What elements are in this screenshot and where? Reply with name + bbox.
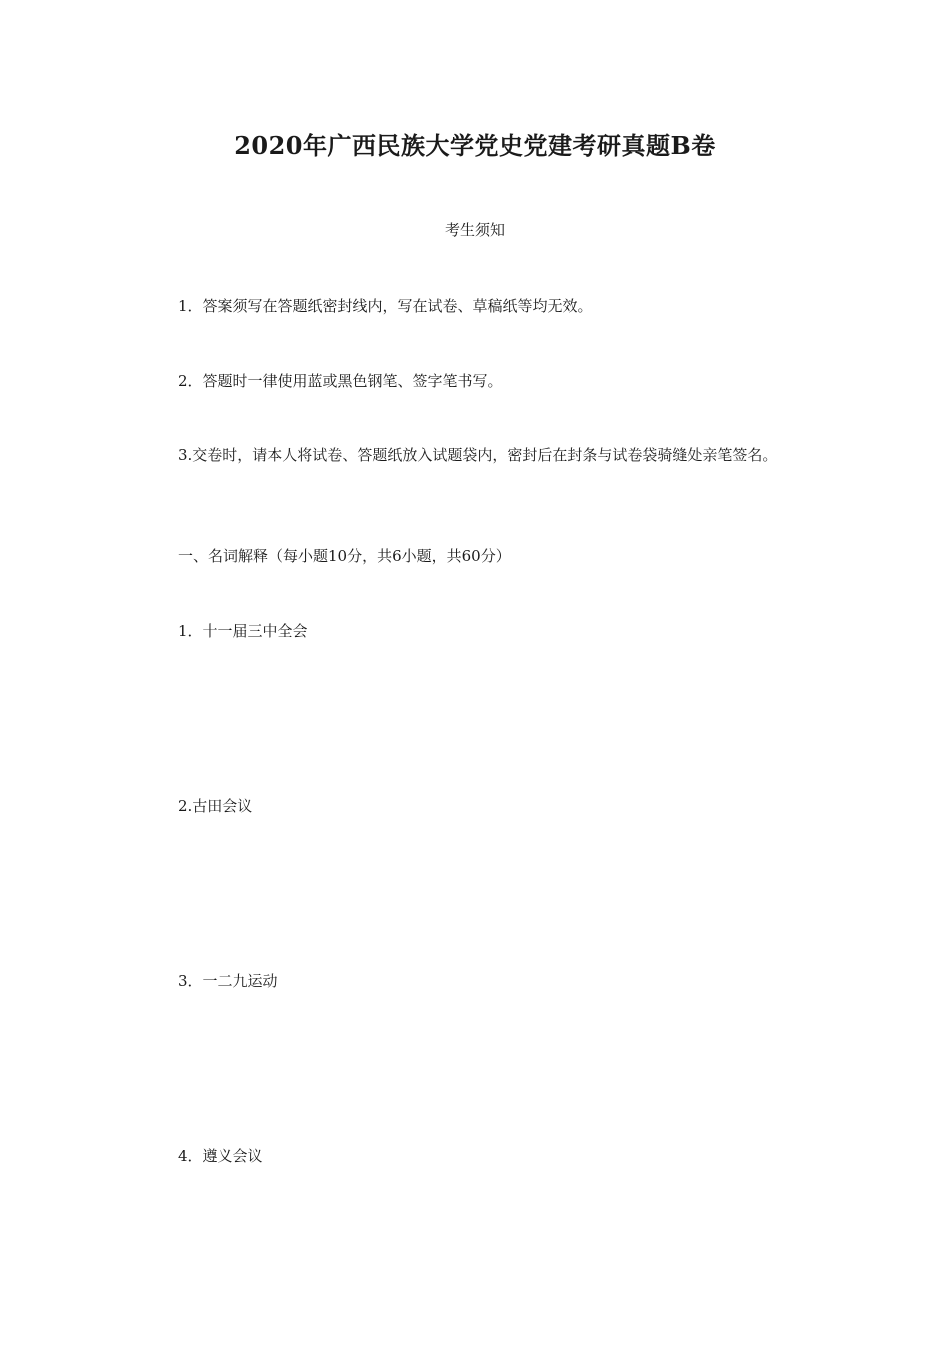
notice-item: 2．答题时一律使用蓝或黑色钢笔、签字笔书写。 bbox=[178, 372, 503, 390]
notice-item: 3.交卷时，请本人将试卷、答题纸放入试题袋内，密封后在封条与试卷袋骑缝处亲笔签名。 bbox=[178, 446, 778, 464]
question-item: 1．十一届三中全会 bbox=[178, 622, 308, 640]
notice-item: 1．答案须写在答题纸密封线内，写在试卷、草稿纸等均无效。 bbox=[178, 297, 593, 315]
notice-heading: 考生须知 bbox=[444, 221, 505, 239]
question-item: 2.古田会议 bbox=[178, 797, 253, 815]
question-item: 4．遵义会议 bbox=[178, 1147, 263, 1165]
page-title: 2020年广西民族大学党史党建考研真题B卷 bbox=[234, 131, 716, 160]
question-item: 3．一二九运动 bbox=[178, 972, 278, 990]
section-heading: 一、名词解释（每小题10分，共6小题，共60分） bbox=[178, 547, 511, 565]
